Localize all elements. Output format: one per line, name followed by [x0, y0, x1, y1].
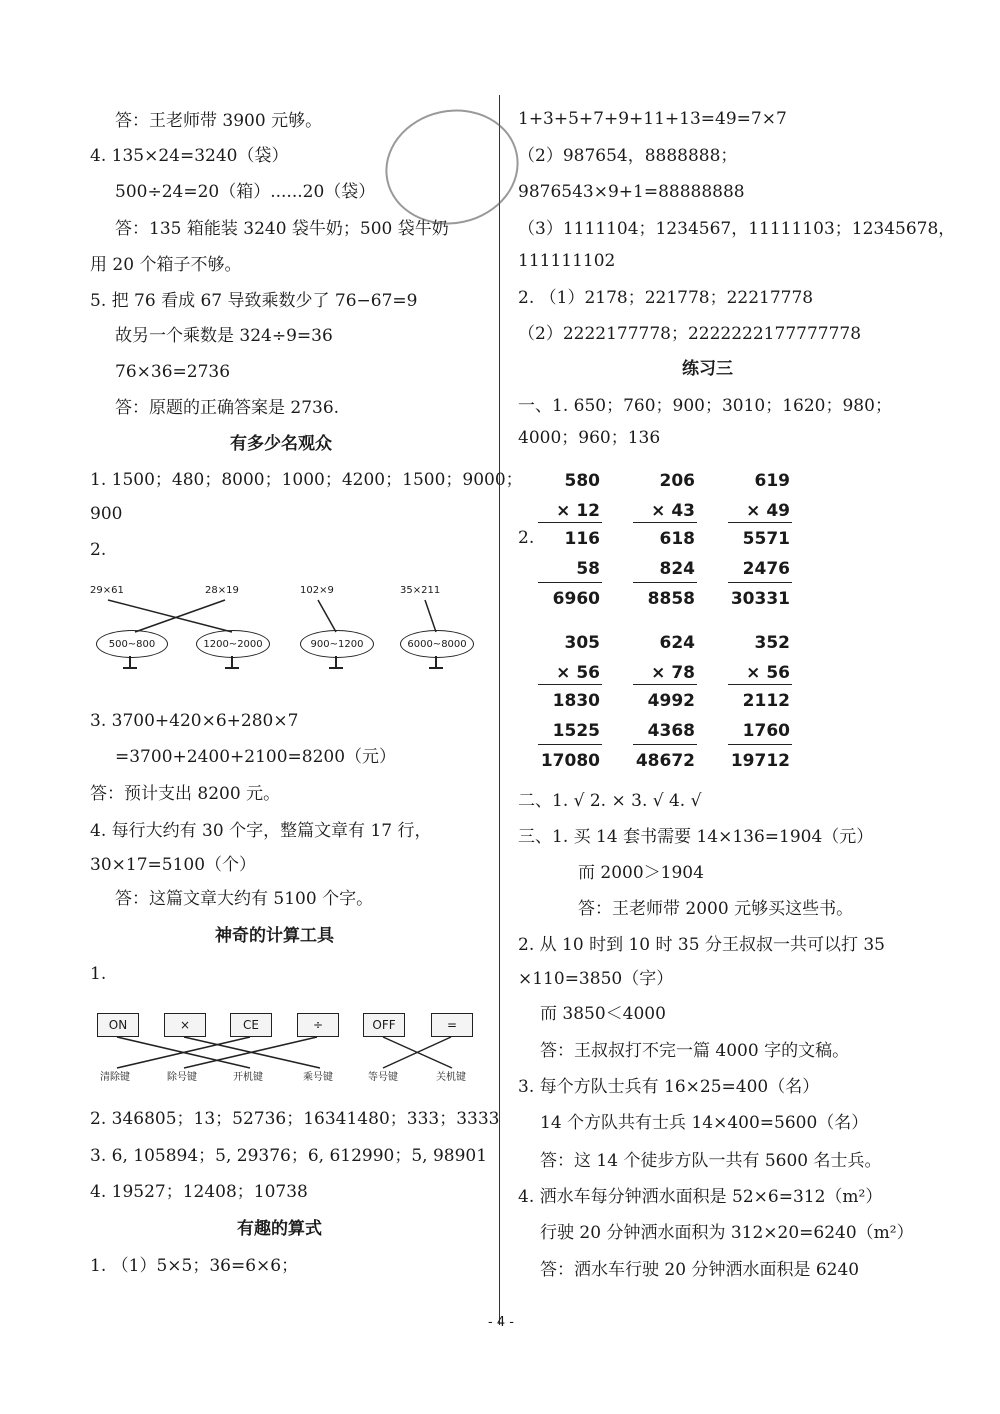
- mult-p2: 1525: [552, 721, 600, 741]
- mult-rule: [728, 744, 792, 745]
- section-title: 神奇的计算工具: [215, 926, 334, 946]
- text-line: 1. 1500；480；8000；1000；4200；1500；9000；: [90, 470, 523, 490]
- page-number: - 4 -: [488, 1315, 514, 1330]
- text-line: 111111102: [518, 251, 616, 271]
- mult-rule: [728, 684, 792, 685]
- mult-top: 305: [564, 633, 600, 653]
- key-label: 乘号键: [303, 1072, 333, 1083]
- text-line: （3）1111104；1234567，11111103；12345678，: [518, 219, 956, 239]
- mult-res: 48672: [635, 751, 695, 771]
- mult-top: 624: [659, 633, 695, 653]
- mult-mul: × 56: [556, 663, 600, 683]
- key-off: OFF: [363, 1013, 405, 1037]
- text-line: ×110=3850（字）: [518, 969, 674, 989]
- expression-label: 102×9: [300, 585, 334, 596]
- mult-mul: × 78: [651, 663, 695, 683]
- range-ellipse: 500~800: [96, 630, 168, 658]
- mult-mul: × 43: [651, 501, 695, 521]
- text-line: 而 2000＞1904: [578, 863, 704, 883]
- key-label: 清除键: [100, 1072, 130, 1083]
- mult-res: 8858: [647, 589, 695, 609]
- text-line: （2）987654，8888888；: [518, 146, 738, 166]
- text-line: 行驶 20 分钟洒水面积为 312×20=6240（m²）: [540, 1223, 914, 1243]
- text-line: 三、1. 买 14 套书需要 14×136=1904（元）: [518, 827, 874, 847]
- key-label: 除号键: [167, 1072, 197, 1083]
- section-title: 有多少名观众: [230, 434, 332, 454]
- key-label: 开机键: [233, 1072, 263, 1083]
- mult-mul: × 49: [746, 501, 790, 521]
- text-line: 答：王老师带 2000 元够买这些书。: [578, 899, 854, 919]
- text-line: 故另一个乘数是 324÷9=36: [115, 326, 333, 346]
- mult-rule: [633, 744, 697, 745]
- range-ellipse: 900~1200: [300, 630, 374, 658]
- key-divide: ÷: [297, 1013, 339, 1037]
- mult-p2: 4368: [647, 721, 695, 741]
- mult-top: 580: [564, 471, 600, 491]
- text-line: 5. 把 76 看成 67 导致乘数少了 76−67=9: [90, 291, 418, 311]
- text-line: 1+3+5+7+9+11+13=49=7×7: [518, 109, 787, 129]
- mult-rule: [538, 582, 602, 583]
- text-line: 2. 346805；13；52736；16341480；333；3333: [90, 1109, 500, 1129]
- key-ce: CE: [230, 1013, 272, 1037]
- text-line: 4. 洒水车每分钟洒水面积是 52×6=312（m²）: [518, 1187, 883, 1207]
- text-line: 答：王叔叔打不完一篇 4000 字的文稿。: [540, 1041, 850, 1061]
- text-line: 4. 每行大约有 30 个字，整篇文章有 17 行，: [90, 821, 432, 841]
- text-line: 4. 19527；12408；10738: [90, 1182, 308, 1202]
- key-multiply: ×: [164, 1013, 206, 1037]
- text-line: 答：原题的正确答案是 2736.: [115, 398, 340, 418]
- mult-mul: × 12: [556, 501, 600, 521]
- text-line: 2. 从 10 时到 10 时 35 分王叔叔一共可以打 35: [518, 935, 885, 955]
- mult-p2: 58: [576, 559, 600, 579]
- mult-p1: 116: [564, 529, 600, 549]
- mult-res: 19712: [730, 751, 790, 771]
- text-line: 答：135 箱能装 3240 袋牛奶；500 袋牛奶: [115, 219, 449, 239]
- range-ellipse: 1200~2000: [196, 630, 270, 658]
- text-line: 答：洒水车行驶 20 分钟洒水面积是 6240: [540, 1260, 860, 1280]
- text-line: 用 20 个箱子不够。: [90, 255, 242, 275]
- range-ellipse: 6000~8000: [400, 630, 474, 658]
- text-line: 一、1. 650；760；900；3010；1620；980；: [518, 396, 892, 416]
- expression-label: 35×211: [400, 585, 441, 596]
- key-on: ON: [97, 1013, 139, 1037]
- key-label: 关机键: [436, 1072, 466, 1083]
- key-label: 等号键: [368, 1072, 398, 1083]
- mult-p2: 824: [659, 559, 695, 579]
- text-line: 4. 135×24=3240（袋）: [90, 146, 289, 166]
- text-line: 答：预计支出 8200 元。: [90, 784, 281, 804]
- mult-res: 30331: [730, 589, 790, 609]
- mult-rule: [728, 582, 792, 583]
- text-line: 4000；960；136: [518, 428, 661, 448]
- text-line: （2）2222177778；2222222177777778: [518, 324, 862, 344]
- mult-p1: 4992: [647, 691, 695, 711]
- mult-rule: [633, 582, 697, 583]
- mult-top: 352: [754, 633, 790, 653]
- mult-p1: 1830: [552, 691, 600, 711]
- text-line: 76×36=2736: [115, 362, 231, 382]
- mult-mul: × 56: [746, 663, 790, 683]
- section-title: 有趣的算式: [237, 1219, 322, 1239]
- text-line: 3. 每个方队士兵有 16×25=400（名）: [518, 1077, 820, 1097]
- mult-rule: [633, 522, 697, 523]
- text-line: 1. （1）5×5；36=6×6；: [90, 1256, 299, 1276]
- mult-p1: 618: [659, 529, 695, 549]
- mult-p1: 5571: [742, 529, 790, 549]
- mult-p2: 2476: [742, 559, 790, 579]
- text-line: 答：这 14 个徒步方队一共有 5600 名士兵。: [540, 1151, 882, 1171]
- mult-top: 206: [659, 471, 695, 491]
- text-line: 二、1. √ 2. × 3. √ 4. √: [518, 791, 702, 811]
- mult-rule: [728, 522, 792, 523]
- mult-res: 17080: [540, 751, 600, 771]
- text-line: 900: [90, 504, 123, 524]
- text-line: =3700+2400+2100=8200（元）: [115, 747, 397, 767]
- column-divider: [499, 95, 500, 1325]
- key-equals: =: [431, 1013, 473, 1037]
- mult-top: 619: [754, 471, 790, 491]
- mult-rule: [538, 744, 602, 745]
- text-line: 答：王老师带 3900 元够。: [115, 111, 323, 131]
- text-line: 答：这篇文章大约有 5100 个字。: [115, 889, 374, 909]
- text-line: 9876543×9+1=88888888: [518, 182, 745, 202]
- text-line: 30×17=5100（个）: [90, 855, 257, 875]
- mult-p1: 2112: [742, 691, 790, 711]
- text-line: 2.: [518, 528, 535, 548]
- expression-label: 29×61: [90, 585, 124, 596]
- text-line: 而 3850＜4000: [540, 1004, 666, 1024]
- mult-rule: [538, 684, 602, 685]
- mult-rule: [538, 522, 602, 523]
- text-line: 3. 6, 105894；5, 29376；6, 612990；5, 98901: [90, 1146, 488, 1166]
- text-line: 2.: [90, 540, 107, 560]
- text-line: 1.: [90, 964, 107, 984]
- mult-p2: 1760: [742, 721, 790, 741]
- section-title: 练习三: [682, 359, 733, 379]
- text-line: 2. （1）2178；221778；22217778: [518, 288, 814, 308]
- mult-rule: [633, 684, 697, 685]
- mult-res: 6960: [552, 589, 600, 609]
- expression-label: 28×19: [205, 585, 239, 596]
- text-line: 14 个方队共有士兵 14×400=5600（名）: [540, 1113, 869, 1133]
- text-line: 500÷24=20（箱）......20（袋）: [115, 182, 376, 202]
- text-line: 3. 3700+420×6+280×7: [90, 711, 299, 731]
